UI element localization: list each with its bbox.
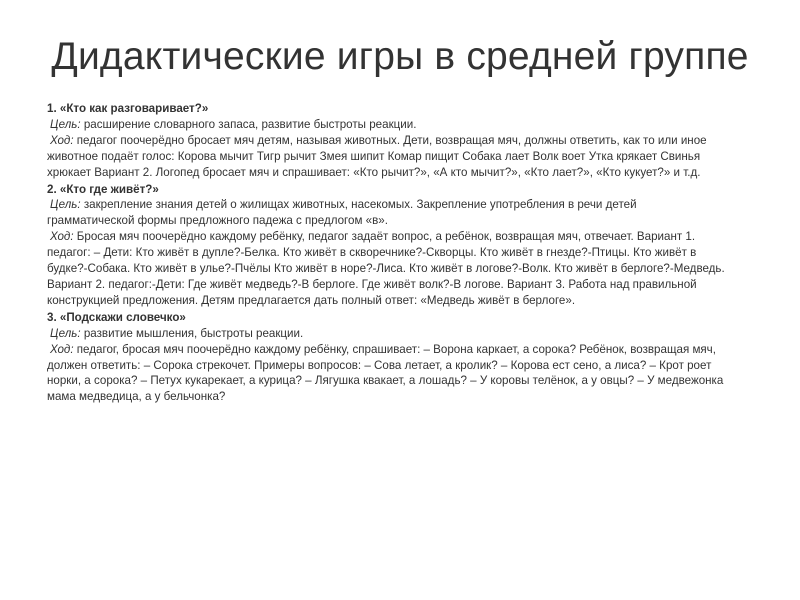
game-heading-2: 2. «Кто где живёт?»	[47, 182, 159, 196]
move-text: Бросая мяч поочерёдно каждому ребёнку, педагог задаёт вопрос, а ребёнок, возвращая мяч, отвечает. Вариант 1. педагог: – Дети: Кто живёт в дупле?-Белка. Кто живёт в скворечнике?-Скворцы. Кто живёт в гнезде?-Птицы. Кто живёт в будке?-Собака. Кто живёт в улье?-Пчёлы Кто живёт в норе?-Лиса. Кто живёт в логове?-Волк. Кто живёт в берлоге?-Медведь. Вариант 2. педагог:-Дети: Где живёт медведь?-В берлоге. Где живёт волк?-В логове. Вариант 3. Работа над правильной конструкцией предложения. Детям предлагается дать полный ответ: «Медведь живёт в берлоге».	[47, 230, 725, 307]
goal-label: Цель:	[50, 326, 81, 340]
goal-label: Цель:	[50, 198, 81, 212]
move-label: Ход:	[50, 133, 74, 147]
game-goal-3	[47, 326, 727, 342]
slide-content	[47, 100, 727, 405]
game-goal-1	[47, 117, 727, 133]
game-goal-2	[47, 197, 727, 229]
game-heading-1: 1. «Кто как разговаривает?»	[47, 102, 209, 115]
move-label: Ход:	[50, 230, 74, 244]
game-move-3	[47, 342, 727, 406]
goal-text: расширение словарного запаса, развитие быстроты реакции.	[80, 117, 417, 131]
goal-text: развитие мышления, быстроты реакции.	[80, 326, 304, 340]
move-text: педагог, бросая мяч поочерёдно каждому ребёнку, спрашивает: – Ворона каркает, а сорока? Ребёнок, возвращая мяч, должен ответить: – Сорока стрекочет. Примеры вопросов: – Сова летает, а кролик? – Корова ест сено, а лиса? – Крот роет норки, а сорока? – Петух кукарекает, а курица? – Лягушка квакает, а лошадь? – У коровы телёнок, а у овцы? – У медвежонка мама медведица, а у бельчонка?	[47, 342, 724, 404]
game-heading-3: 3. «Подскажи словечко»	[47, 310, 186, 324]
game-move-2	[47, 229, 727, 309]
slide-title: Дидактические игры в средней группе	[51, 35, 749, 78]
game-move-1	[47, 133, 727, 181]
goal-label: Цель:	[50, 117, 81, 131]
goal-text: закрепление знания детей о жилищах животных, насекомых. Закрепление употребления в речи детей грамматической формы предложного падежа с предлогом «в».	[47, 198, 637, 228]
move-text: педагог поочерёдно бросает мяч детям, называя животных. Дети, возвращая мяч, должны ответить, как то или иное животное подаёт голос: Корова мычит Тигр рычит Змея шипит Комар пищит Собака лает Волк воет Утка крякает Свинья хрюкает Вариант 2. Логопед бросает мяч и спрашивает: «Кто рычит?», «А кто мычит?», «Кто лает?», «Кто кукует?» и т.д.	[47, 133, 707, 179]
move-label: Ход:	[50, 342, 74, 356]
